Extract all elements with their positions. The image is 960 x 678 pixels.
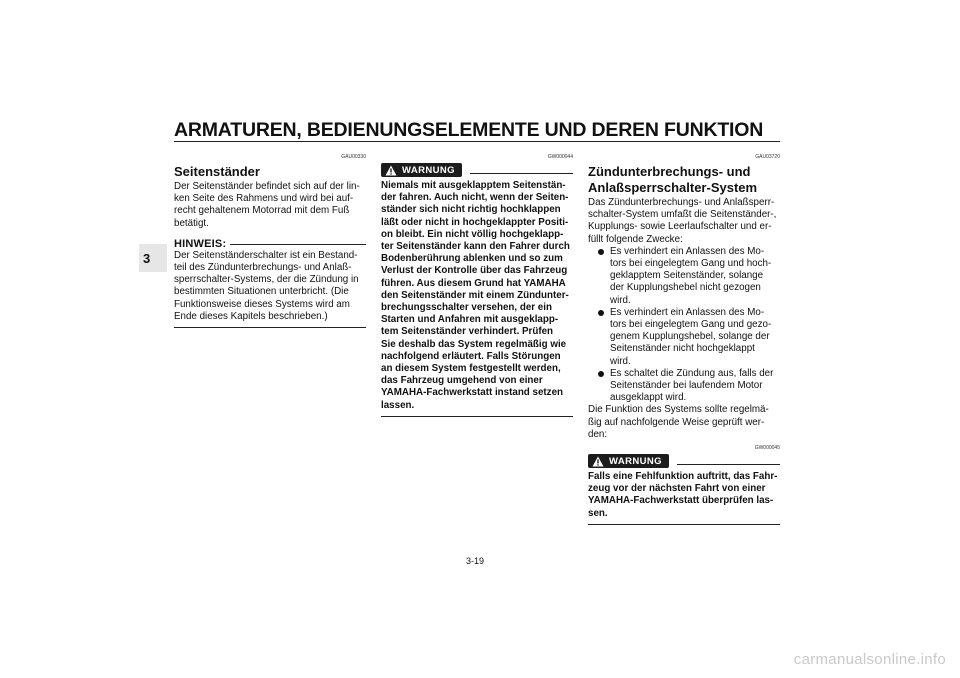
- warning-paragraph: [381, 180, 573, 412]
- chapter-number: 3: [143, 250, 151, 266]
- text-line: Seitenständer nicht hochgeklappt: [610, 343, 755, 355]
- text-line: betätigt.: [174, 217, 209, 229]
- text-line: YAMAHA-Fachwerkstatt überprüfen las-: [588, 495, 774, 507]
- text-line: on bleibt. Ein nicht völlig hochgeklapp-: [381, 228, 564, 240]
- intro-paragraph: [588, 197, 780, 246]
- text-line: geklapptem Seitenständer, solange: [610, 270, 764, 282]
- text-line: Verlust der Kontrolle über das Fahrzeug: [381, 265, 568, 277]
- text-line: der Kupplungshebel nicht gezogen: [610, 282, 761, 294]
- text-line: sen.: [588, 507, 608, 519]
- column-side-stand: [174, 150, 366, 328]
- chapter-tab: [139, 244, 167, 272]
- text-line: Ende dieses Kapitels beschrieben.): [174, 310, 328, 322]
- text-line: wird.: [610, 294, 631, 306]
- text-line: den Seitenständer mit einem Zündunter-: [381, 289, 569, 301]
- warning-rule: [677, 464, 780, 465]
- column-ignition-cutoff: [588, 150, 780, 525]
- warning-paragraph: [588, 471, 780, 520]
- title-rule: [174, 141, 780, 142]
- warning-label: WARNUNG: [402, 164, 455, 176]
- warning-code: GW000045: [754, 445, 780, 452]
- text-line: der fahren. Auch nicht, wenn der Seiten-: [381, 192, 569, 204]
- note-rule: [230, 244, 366, 245]
- text-line: tem Seitenständer verhindert. Prüfen: [381, 326, 554, 338]
- text-line: führen. Aus diesem Grund hat YAMAHA: [381, 277, 566, 289]
- text-line: lassen.: [381, 399, 415, 411]
- title-line: Anlaßsperrschalter-System: [588, 180, 758, 195]
- warning-badge: [588, 454, 669, 468]
- text-line: bestimmten Situationen unterbricht. (Die: [174, 286, 349, 298]
- section-code: GAU00330: [341, 154, 366, 160]
- text-line: ter Seitenständer kann den Fahrer durch: [381, 241, 570, 253]
- text-line: Falls eine Fehlfunktion auftritt, das Fahr-: [588, 471, 778, 483]
- text-line: ken Seite des Rahmens und wird bei auf-: [174, 193, 354, 205]
- warning-code: GW000044: [547, 154, 573, 160]
- note-end-rule: [174, 327, 366, 328]
- text-line: Es schaltet die Zündung aus, falls der: [610, 367, 774, 379]
- text-line: ßig auf nachfolgende Weise geprüft wer-: [588, 416, 765, 428]
- text-line: Funktionsweise dieses Systems wird am: [174, 298, 350, 310]
- warning-header: [588, 454, 780, 468]
- bullet-icon: [598, 249, 604, 255]
- text-line: läßt oder nicht in hochgeklappter Positi-: [381, 216, 569, 228]
- text-line: Die Funktion des Systems sollte regelmä-: [588, 404, 769, 416]
- text-line: tors bei eingelegtem Gang und gezo-: [610, 319, 772, 331]
- text-line: füllt folgende Zwecke:: [588, 233, 683, 245]
- title-line: Zündunterbrechungs- und: [588, 164, 751, 179]
- text-line: Es verhindert ein Anlassen des Mo-: [610, 245, 765, 257]
- section-title-side-stand: Seitenständer: [174, 164, 260, 179]
- watermark: carmanualsonline.info: [793, 651, 946, 668]
- text-line: genem Kupplungshebel, solange der: [610, 331, 770, 343]
- text-line: Seitenständer bei laufendem Motor: [610, 380, 763, 392]
- text-line: an diesem System festgestellt werden,: [381, 363, 561, 375]
- text-line: brechungsschalter versehen, der ein: [381, 302, 552, 314]
- text-line: Das Zündunterbrechungs- und Anlaßsperr-: [588, 197, 775, 208]
- list-item: [588, 246, 780, 307]
- text-line: das Fahrzeug umgehend von einer: [381, 375, 543, 387]
- text-line: Starten und Anfahren mit ausgeklapp-: [381, 314, 559, 326]
- text-line: nachfolgend erläutert. Falls Störungen: [381, 350, 561, 362]
- bullet-icon: [598, 310, 604, 316]
- text-line: Kupplungs- sowie Leerlaufschalter und er-: [588, 221, 772, 233]
- text-line: sperrschalter-Systems, der die Zündung in: [174, 274, 359, 286]
- note-header: [174, 238, 366, 250]
- section-code: GAU03720: [755, 154, 780, 160]
- note-label: HINWEIS:: [174, 237, 227, 250]
- text-line: wird.: [610, 355, 631, 367]
- warning-triangle-icon: [592, 456, 604, 467]
- text-line: teil des Zündunterbrechungs- und Anlaß-: [174, 262, 352, 274]
- text-line: ausgeklappt wird.: [610, 392, 687, 404]
- column-warning: [381, 150, 573, 417]
- bullet-icon: [598, 371, 604, 377]
- warning-triangle-icon: [385, 165, 397, 176]
- text-line: Der Seitenständerschalter ist ein Bestand-: [174, 249, 358, 261]
- warning-badge: [381, 163, 462, 177]
- body-paragraph: [174, 181, 366, 230]
- text-line: YAMAHA-Fachwerkstatt instand setzen: [381, 387, 564, 399]
- warning-end-rule: [381, 416, 573, 417]
- text-line: Sie deshalb das System regelmäßig wie: [381, 338, 567, 350]
- page-title: ARMATUREN, BEDIENUNGSELEMENTE UND DEREN FUNKTION: [174, 119, 764, 141]
- text-line: Der Seitenständer befindet sich auf der lin-: [174, 181, 360, 192]
- text-line: Es verhindert ein Anlassen des Mo-: [610, 306, 765, 318]
- check-paragraph: [588, 404, 780, 441]
- list-item: [588, 368, 780, 405]
- warning-header: [381, 163, 573, 177]
- warning-rule: [470, 173, 573, 174]
- list-item: [588, 307, 780, 368]
- page-number: 3-19: [466, 556, 485, 566]
- purpose-list: [588, 246, 780, 405]
- text-line: tors bei eingelegtem Gang und hoch-: [610, 258, 772, 270]
- note-paragraph: [174, 250, 366, 323]
- text-line: zeug vor der nächsten Fahrt von einer: [588, 483, 766, 495]
- text-line: den:: [588, 428, 608, 440]
- text-line: ständer sich nicht richtig hochklappen: [381, 204, 561, 216]
- warning-label: WARNUNG: [609, 455, 662, 467]
- warning-end-rule: [588, 524, 780, 525]
- text-line: recht gehaltenem Motorrad mit dem Fuß: [174, 205, 350, 217]
- text-line: schalter-System umfaßt die Seitenständer-,: [588, 209, 777, 221]
- text-line: Bodenberührung ablenken und so zum: [381, 253, 563, 265]
- text-line: Niemals mit ausgeklapptem Seitenstän-: [381, 180, 566, 191]
- section-title-ignition-cutoff: [588, 164, 780, 196]
